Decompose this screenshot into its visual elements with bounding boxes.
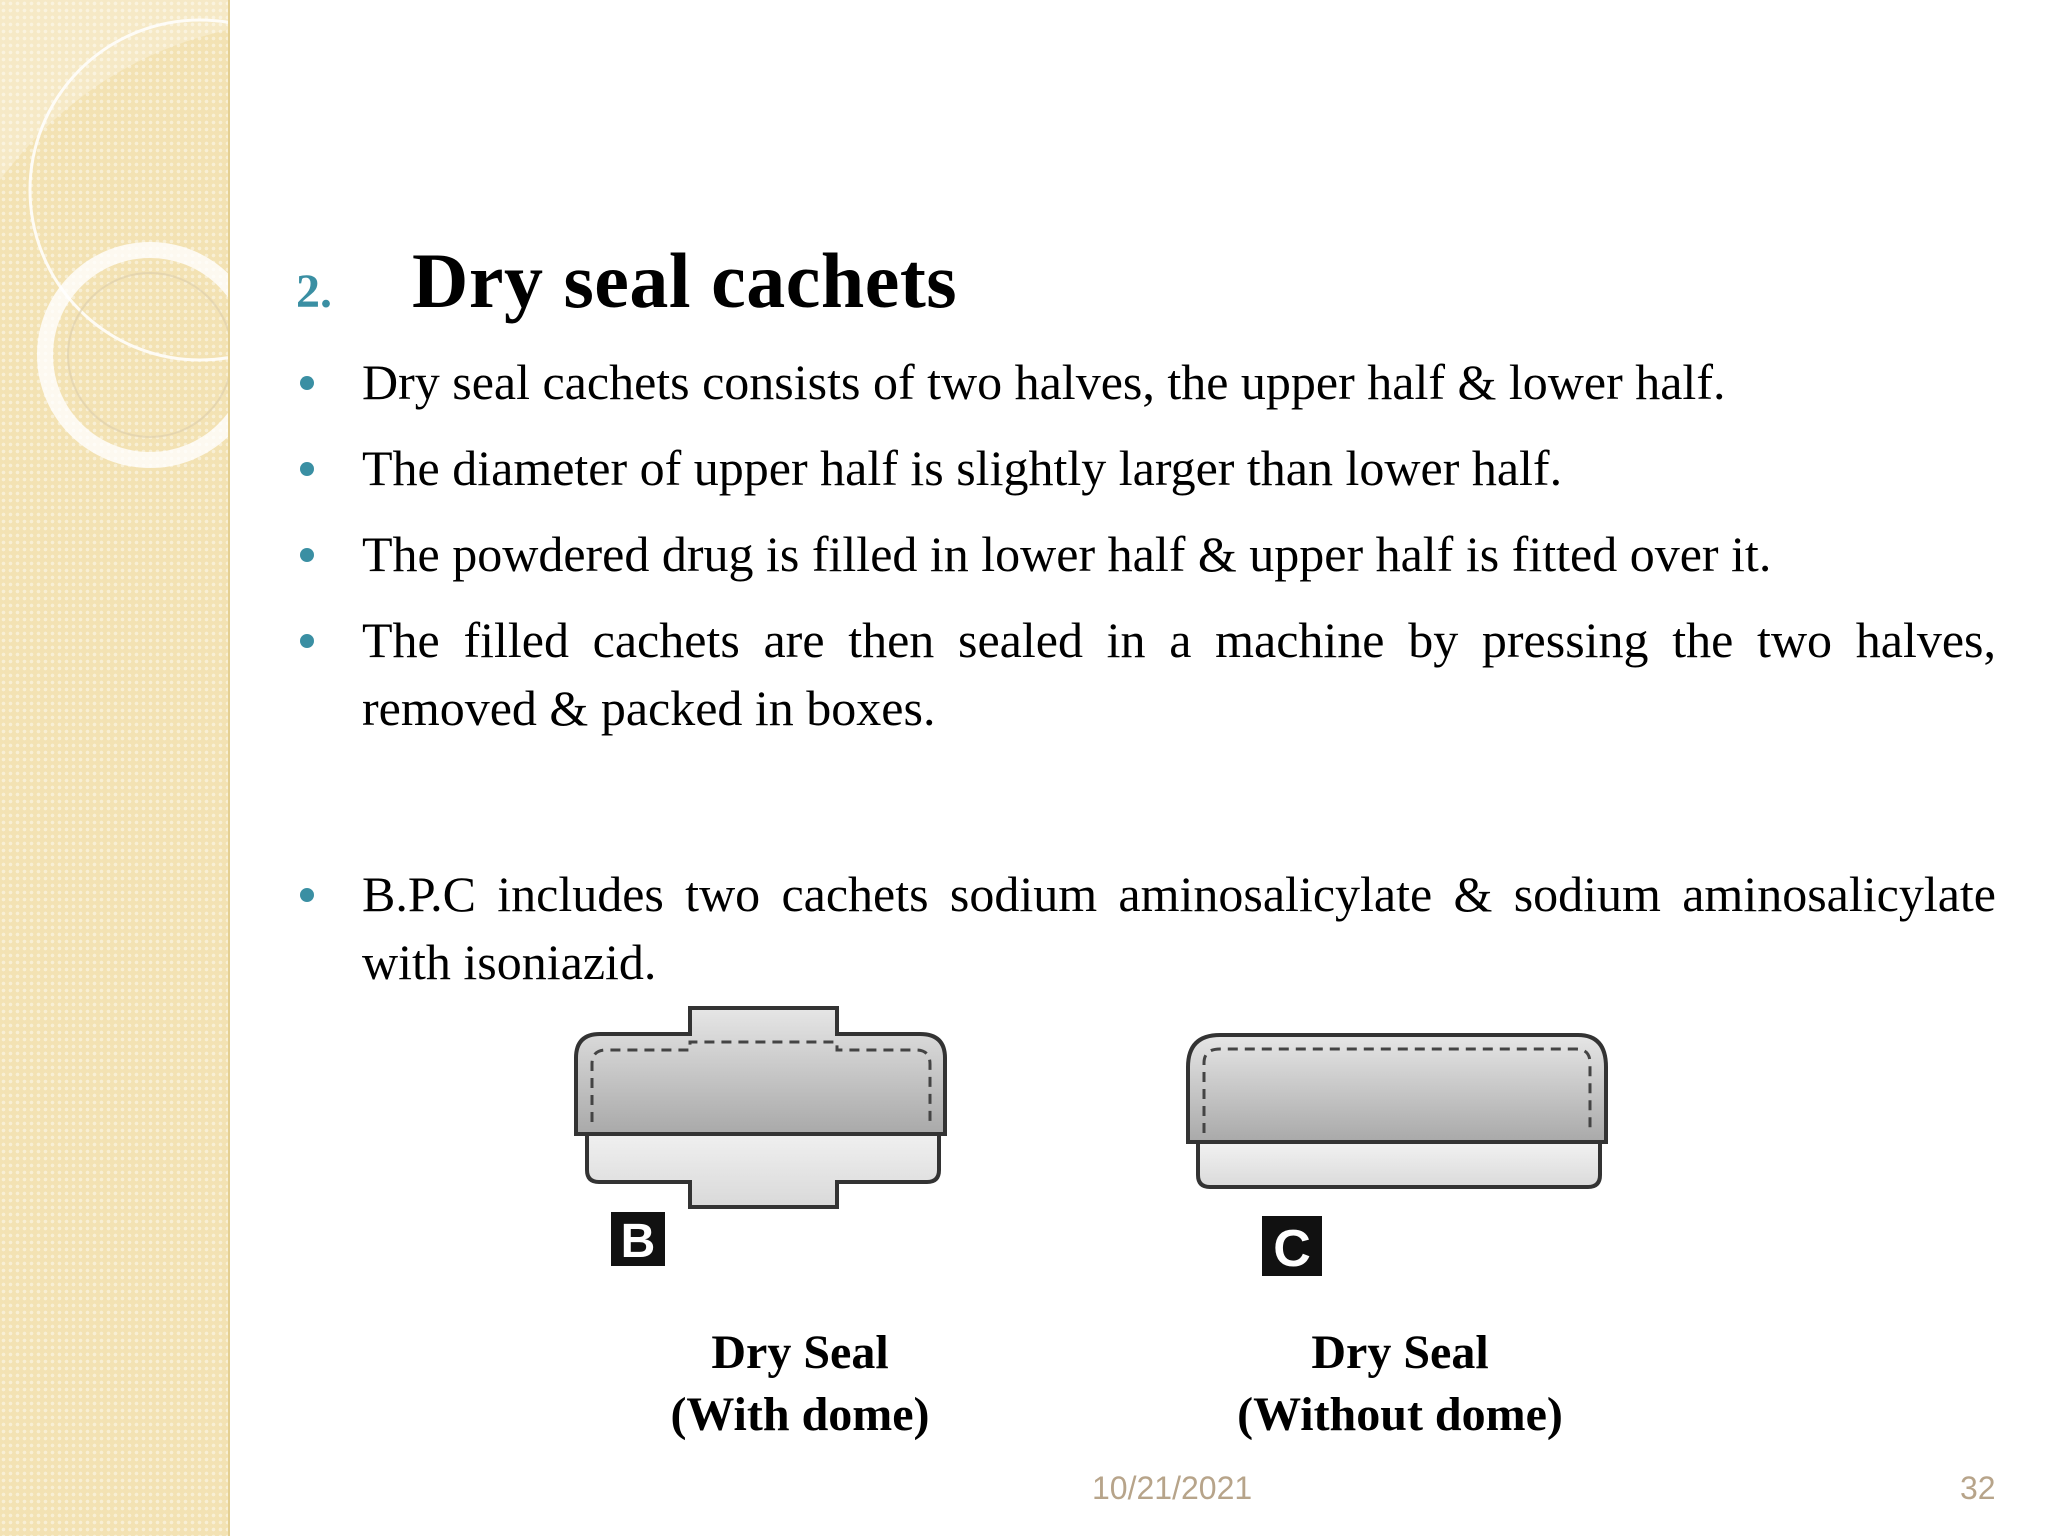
bullet-item: [296, 606, 1996, 742]
bullet-icon: [300, 462, 314, 476]
bullet-text: Dry seal cachets consists of two halves, the upper half & lower half.: [362, 354, 1726, 410]
footer-date: 10/21/2021: [1092, 1470, 1253, 1506]
figure-caption-without-dome: [1220, 1322, 1580, 1446]
figure-tag-c: C: [1273, 1220, 1311, 1278]
decorative-rings: [0, 0, 228, 520]
figure-dry-seal-without-dome: [1180, 1025, 1620, 1290]
caption-line: Dry Seal: [1311, 1326, 1489, 1379]
bullet-text: The filled cachets are then sealed in a machine by pressing the two halves, removed & packed in boxes.: [362, 612, 1996, 736]
bullet-icon: [300, 376, 314, 390]
cachet-without-dome-illustration: [1180, 1025, 1620, 1285]
slide-title: [296, 236, 957, 326]
bullet-text: B.P.C includes two cachets sodium aminosalicylate & sodium aminosalicylate with isoniazid.: [362, 866, 1996, 990]
bullet-text: The powdered drug is filled in lower half & upper half is fitted over it.: [362, 526, 1772, 582]
bullet-item: [296, 520, 1996, 588]
slide-number: 32: [1960, 1470, 1996, 1506]
caption-line: Dry Seal: [711, 1326, 889, 1379]
bullet-icon: [300, 634, 314, 648]
bullet-text: The diameter of upper half is slightly larger than lower half.: [362, 440, 1563, 496]
figure-caption-with-dome: [630, 1322, 970, 1446]
figure-dry-seal-with-dome: [570, 1000, 970, 1285]
bullet-item: [296, 434, 1996, 502]
bullet-item: [296, 348, 1996, 416]
bullet-list: [296, 348, 1996, 1014]
title-number: 2.: [296, 265, 332, 318]
figure-tag-b: B: [620, 1215, 656, 1268]
title-text: Dry seal cachets: [412, 237, 958, 324]
caption-line: (Without dome): [1237, 1388, 1563, 1441]
bullet-icon: [300, 888, 314, 902]
caption-line: (With dome): [670, 1388, 930, 1441]
cachet-with-dome-illustration: [570, 1000, 970, 1280]
decorative-side-band: [0, 0, 230, 1536]
bullet-item: [296, 860, 1996, 996]
bullet-icon: [300, 548, 314, 562]
